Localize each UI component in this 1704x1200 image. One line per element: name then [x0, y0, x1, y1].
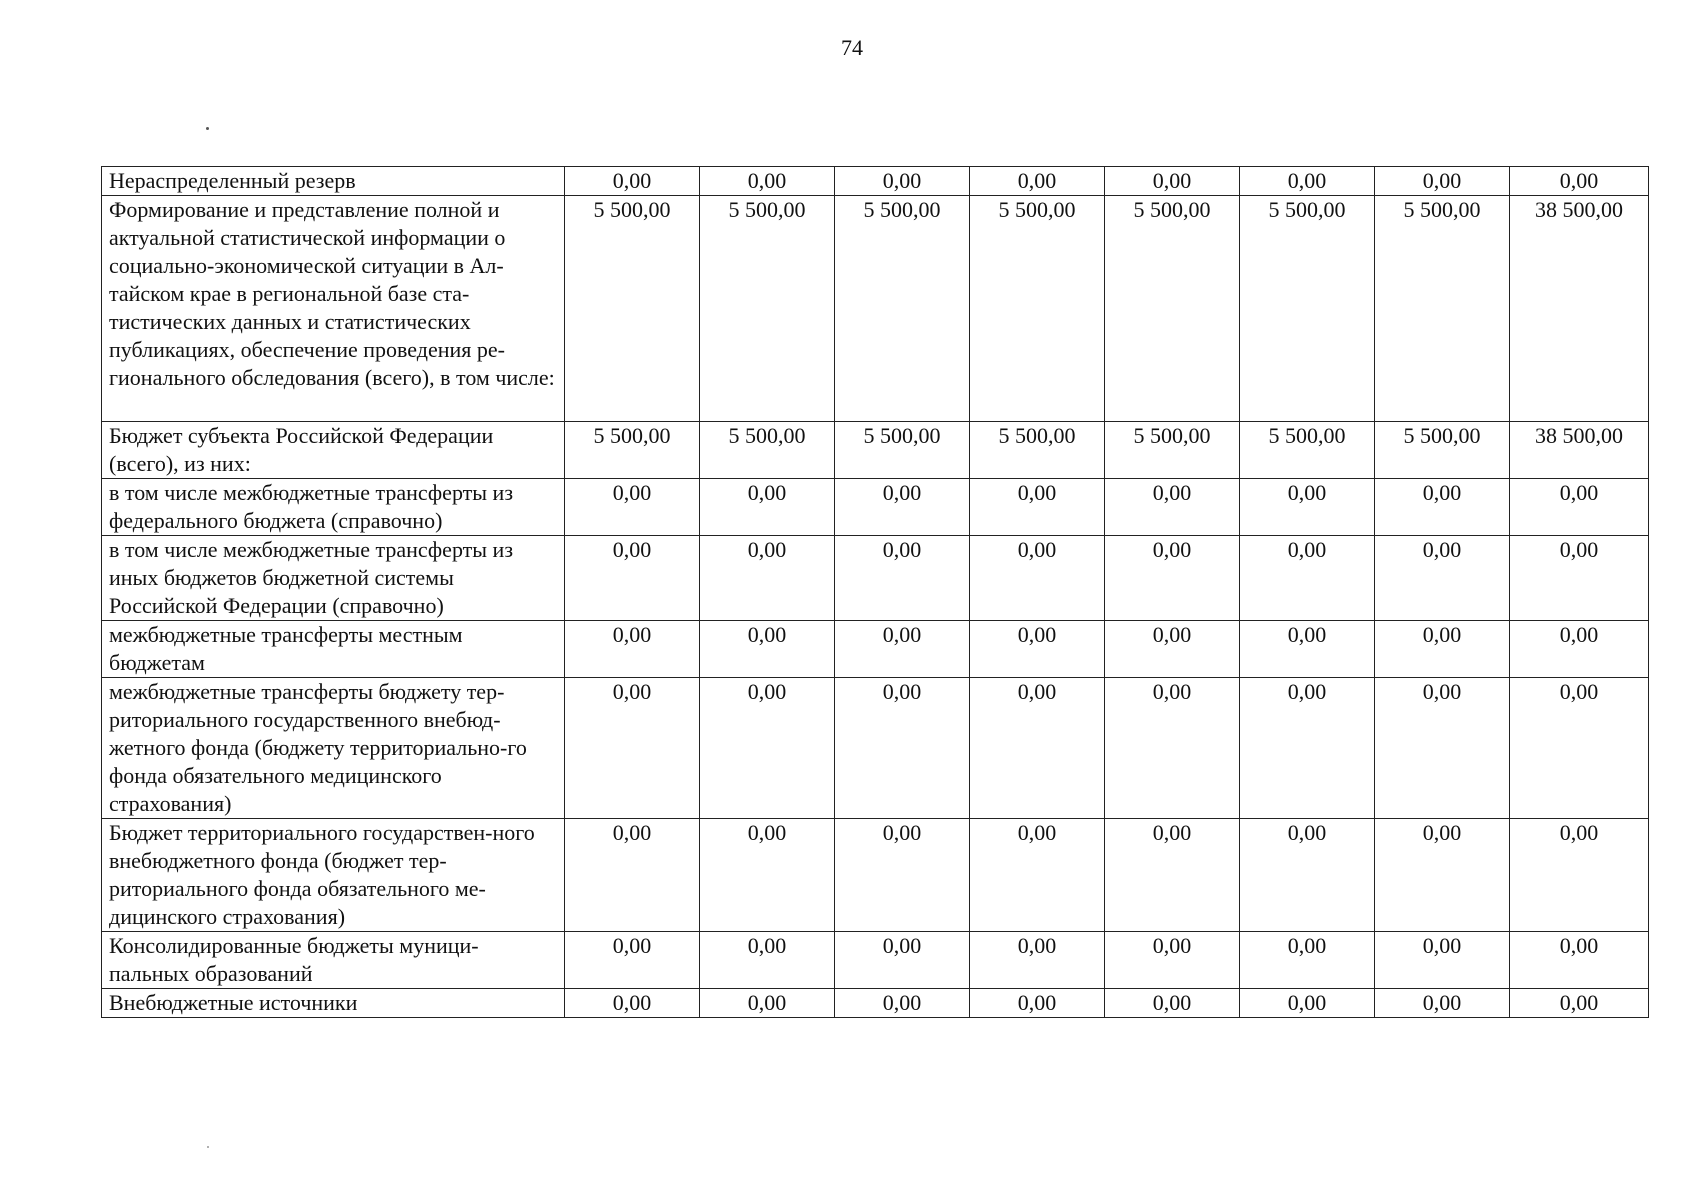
value-cell: 0,00: [970, 167, 1105, 196]
table-row: [102, 989, 1649, 1018]
value-cell: 5 500,00: [1105, 196, 1240, 422]
value-cell: 0,00: [835, 621, 970, 678]
value-cell: 0,00: [835, 678, 970, 819]
value-cell: 0,00: [1240, 621, 1375, 678]
value-cell: 0,00: [1240, 932, 1375, 989]
row-label: межбюджетные трансферты бюджету тер-риториального государственного внебюд-жетного фонда (бюджету территориально-го фонда обязательного медицинского страхования): [102, 678, 565, 819]
value-cell-total: 38 500,00: [1510, 196, 1649, 422]
value-cell: 5 500,00: [1375, 422, 1510, 479]
value-cell: 0,00: [565, 678, 700, 819]
value-cell: 0,00: [565, 167, 700, 196]
value-cell: 0,00: [970, 479, 1105, 536]
value-cell: 0,00: [700, 167, 835, 196]
row-label: Бюджет субъекта Российской Федерации (всего), из них:: [102, 422, 565, 479]
value-cell: 0,00: [970, 621, 1105, 678]
value-cell: 0,00: [1375, 167, 1510, 196]
value-cell-total: 0,00: [1510, 932, 1649, 989]
value-cell: 0,00: [835, 167, 970, 196]
row-label: межбюджетные трансферты местным бюджетам: [102, 621, 565, 678]
value-cell: 5 500,00: [970, 422, 1105, 479]
value-cell: 0,00: [565, 819, 700, 932]
value-cell: 0,00: [1375, 621, 1510, 678]
table-row: [102, 167, 1649, 196]
scan-speck: [206, 127, 209, 130]
value-cell: 0,00: [565, 621, 700, 678]
value-cell: 0,00: [1105, 479, 1240, 536]
value-cell: 0,00: [970, 989, 1105, 1018]
value-cell: 0,00: [1375, 536, 1510, 621]
value-cell: 5 500,00: [700, 196, 835, 422]
value-cell: 5 500,00: [835, 422, 970, 479]
value-cell: 0,00: [970, 678, 1105, 819]
value-cell: 0,00: [1240, 479, 1375, 536]
value-cell: 0,00: [1375, 479, 1510, 536]
row-label: Бюджет территориального государствен-ного внебюджетного фонда (бюджет тер-риториального фонда обязательного ме-дицинского страхования): [102, 819, 565, 932]
value-cell-total: 0,00: [1510, 479, 1649, 536]
value-cell: 0,00: [1240, 167, 1375, 196]
value-cell: 0,00: [700, 989, 835, 1018]
page-number: 74: [841, 35, 863, 60]
value-cell: 0,00: [1375, 932, 1510, 989]
value-cell: 0,00: [1375, 819, 1510, 932]
value-cell: 5 500,00: [700, 422, 835, 479]
value-cell: 0,00: [1105, 989, 1240, 1018]
table-row: [102, 479, 1649, 536]
value-cell: 0,00: [700, 479, 835, 536]
value-cell: 0,00: [1105, 536, 1240, 621]
budget-table: [101, 166, 1649, 1018]
row-label: в том числе межбюджетные трансферты из иных бюджетов бюджетной системы Российской Федерации (справочно): [102, 536, 565, 621]
value-cell: 5 500,00: [1105, 422, 1240, 479]
value-cell: 0,00: [1375, 989, 1510, 1018]
value-cell: 0,00: [1105, 167, 1240, 196]
value-cell: 0,00: [970, 536, 1105, 621]
table-row: [102, 932, 1649, 989]
value-cell: 0,00: [700, 932, 835, 989]
value-cell: 5 500,00: [1240, 196, 1375, 422]
table-row: [102, 196, 1649, 422]
row-label: Нераспределенный резерв: [102, 167, 565, 196]
value-cell: 0,00: [565, 989, 700, 1018]
value-cell: 0,00: [700, 536, 835, 621]
value-cell-total: 0,00: [1510, 167, 1649, 196]
value-cell: 0,00: [1240, 819, 1375, 932]
row-label: Внебюджетные источники: [102, 989, 565, 1018]
value-cell: 5 500,00: [1240, 422, 1375, 479]
value-cell-total: 0,00: [1510, 819, 1649, 932]
value-cell: 0,00: [1375, 678, 1510, 819]
table-row: [102, 422, 1649, 479]
value-cell: 0,00: [835, 536, 970, 621]
row-label: Формирование и представление полной и актуальной статистической информации о социально-экономической ситуации в Ал-тайском крае в региональной базе ста-тистических данных и статистических публикациях, обеспечение проведения ре-гионального обследования (всего), в том числе:: [102, 196, 565, 422]
table-row: [102, 621, 1649, 678]
value-cell: 0,00: [700, 819, 835, 932]
table-row: [102, 819, 1649, 932]
value-cell: 0,00: [1105, 678, 1240, 819]
value-cell: 0,00: [565, 479, 700, 536]
value-cell: 5 500,00: [565, 196, 700, 422]
value-cell: 0,00: [700, 621, 835, 678]
value-cell: 0,00: [1240, 536, 1375, 621]
value-cell: 5 500,00: [1375, 196, 1510, 422]
value-cell: 0,00: [970, 932, 1105, 989]
value-cell-total: 38 500,00: [1510, 422, 1649, 479]
value-cell-total: 0,00: [1510, 678, 1649, 819]
value-cell: 5 500,00: [565, 422, 700, 479]
value-cell: 0,00: [1105, 621, 1240, 678]
value-cell: 5 500,00: [835, 196, 970, 422]
value-cell: 0,00: [970, 819, 1105, 932]
value-cell: 0,00: [565, 932, 700, 989]
table-row: [102, 536, 1649, 621]
value-cell: 0,00: [1240, 678, 1375, 819]
value-cell: 0,00: [1105, 932, 1240, 989]
value-cell: 0,00: [700, 678, 835, 819]
value-cell: 0,00: [1105, 819, 1240, 932]
row-label: Консолидированные бюджеты муници-пальных образований: [102, 932, 565, 989]
value-cell: 0,00: [835, 932, 970, 989]
value-cell: 5 500,00: [970, 196, 1105, 422]
value-cell: 0,00: [835, 479, 970, 536]
value-cell: 0,00: [565, 536, 700, 621]
value-cell-total: 0,00: [1510, 989, 1649, 1018]
value-cell-total: 0,00: [1510, 621, 1649, 678]
value-cell: 0,00: [835, 989, 970, 1018]
value-cell: 0,00: [835, 819, 970, 932]
table-row: [102, 678, 1649, 819]
scan-speck: [207, 1146, 209, 1148]
value-cell-total: 0,00: [1510, 536, 1649, 621]
row-label: в том числе межбюджетные трансферты из федерального бюджета (справочно): [102, 479, 565, 536]
value-cell: 0,00: [1240, 989, 1375, 1018]
